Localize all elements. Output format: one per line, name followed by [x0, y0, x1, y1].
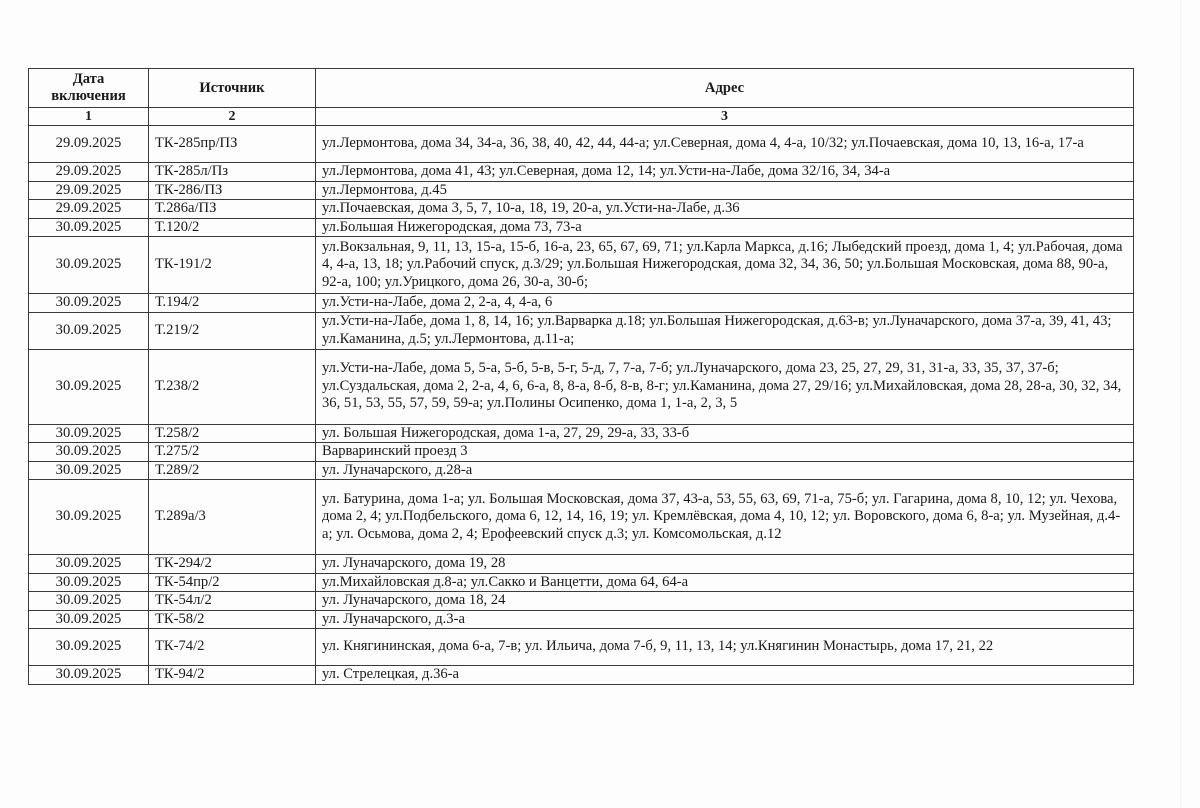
- address-cell: ул. Луначарского, д.28-а: [316, 461, 1134, 480]
- table-row: [29, 126, 1134, 163]
- table-row: [29, 480, 1134, 555]
- table-row: [29, 592, 1134, 611]
- source-cell: ТК-191/2: [149, 237, 316, 294]
- source-cell: Т.275/2: [149, 443, 316, 462]
- date-cell: 30.09.2025: [29, 349, 149, 424]
- source-cell: Т.258/2: [149, 424, 316, 443]
- date-cell: 30.09.2025: [29, 610, 149, 629]
- address-cell: ул.Лермонтова, дома 41, 43; ул.Северная, дома 12, 14; ул.Усти-на-Лабе, дома 32/16, 34, 34-а: [316, 163, 1134, 182]
- source-cell: Т.238/2: [149, 349, 316, 424]
- header-address: Адрес: [316, 69, 1134, 108]
- header-row: [29, 69, 1134, 108]
- source-cell: ТК-285пр/ПЗ: [149, 126, 316, 163]
- date-cell: 30.09.2025: [29, 573, 149, 592]
- table-row: [29, 163, 1134, 182]
- source-cell: ТК-54л/2: [149, 592, 316, 611]
- address-cell: ул.Большая Нижегородская, дома 73, 73-а: [316, 218, 1134, 237]
- table-row: [29, 200, 1134, 219]
- date-cell: 30.09.2025: [29, 294, 149, 313]
- date-cell: 30.09.2025: [29, 443, 149, 462]
- table-row: [29, 424, 1134, 443]
- source-cell: ТК-54пр/2: [149, 573, 316, 592]
- date-cell: 29.09.2025: [29, 200, 149, 219]
- address-cell: ул.Усти-на-Лабе, дома 2, 2-а, 4, 4-а, 6: [316, 294, 1134, 313]
- source-cell: Т.219/2: [149, 312, 316, 349]
- table-row: [29, 237, 1134, 294]
- scan-fold-line: [1180, 0, 1181, 808]
- header-date: Дата включения: [29, 69, 149, 108]
- date-cell: 29.09.2025: [29, 181, 149, 200]
- table-row: [29, 461, 1134, 480]
- date-cell: 30.09.2025: [29, 666, 149, 685]
- source-cell: Т.194/2: [149, 294, 316, 313]
- date-cell: 30.09.2025: [29, 629, 149, 666]
- date-cell: 30.09.2025: [29, 555, 149, 574]
- date-cell: 30.09.2025: [29, 592, 149, 611]
- source-cell: ТК-286/ПЗ: [149, 181, 316, 200]
- table-row: [29, 573, 1134, 592]
- date-cell: 29.09.2025: [29, 163, 149, 182]
- address-cell: ул.Усти-на-Лабе, дома 1, 8, 14, 16; ул.Варварка д.18; ул.Большая Нижегородская, д.63-в; ул.Луначарского, дома 37-а, 39, 41, 43; ул.Каманина, д.5; ул.Лермонтова, д.11-а;: [316, 312, 1134, 349]
- table-row: [29, 218, 1134, 237]
- address-cell: ул.Михайловская д.8-а; ул.Сакко и Ванцетти, дома 64, 64-а: [316, 573, 1134, 592]
- source-cell: ТК-94/2: [149, 666, 316, 685]
- address-cell: ул. Большая Нижегородская, дома 1-а, 27, 29, 29-а, 33, 33-б: [316, 424, 1134, 443]
- table-row: [29, 181, 1134, 200]
- table-row: [29, 629, 1134, 666]
- source-cell: Т.289/2: [149, 461, 316, 480]
- address-cell: ул. Луначарского, дома 19, 28: [316, 555, 1134, 574]
- address-cell: ул.Лермонтова, дома 34, 34-а, 36, 38, 40, 42, 44, 44-а; ул.Северная, дома 4, 4-а, 10/32; ул.Почаевская, дома 10, 13, 16-а, 17-а: [316, 126, 1134, 163]
- table-row: [29, 443, 1134, 462]
- table-row: [29, 294, 1134, 313]
- date-cell: 30.09.2025: [29, 461, 149, 480]
- address-cell: ул.Вокзальная, 9, 11, 13, 15-а, 15-б, 16-а, 23, 65, 67, 69, 71; ул.Карла Маркса, д.16; Лыбедский проезд, дома 1, 4; ул.Рабочая, дома 4, 4-а, 13, 18; ул.Рабочий спуск, д.3/29; ул.Большая Нижегородская, дома 32, 34, 36, 50; ул.Большая Московская, дома 88, 90-а, 92-а, 100; ул.Урицкого, дома 26, 30-а, 30-б;: [316, 237, 1134, 294]
- address-cell: ул.Усти-на-Лабе, дома 5, 5-а, 5-б, 5-в, 5-г, 5-д, 7, 7-а, 7-б; ул.Луначарского, дома 23, 25, 27, 29, 31, 31-а, 33, 35, 37, 37-б; ул.Суздальская, дома 2, 2-а, 4, 6, 6-а, 8, 8-а, 8-б, 8-в, 8-г; ул.Каманина, дома 27, 29/16; ул.Михайловская, дома 28, 28-а, 30, 32, 34, 36, 51, 53, 55, 57, 59, 59-а; ул.Полины Осипенко, дома 1, 1-а, 2, 3, 5: [316, 349, 1134, 424]
- date-cell: 30.09.2025: [29, 424, 149, 443]
- source-cell: Т.286а/ПЗ: [149, 200, 316, 219]
- address-cell: ул.Почаевская, дома 3, 5, 7, 10-а, 18, 19, 20-а, ул.Усти-на-Лабе, д.36: [316, 200, 1134, 219]
- date-cell: 30.09.2025: [29, 218, 149, 237]
- address-cell: ул. Батурина, дома 1-а; ул. Большая Московская, дома 37, 43-а, 53, 55, 63, 69, 71-а, 75-б; ул. Гагарина, дома 8, 10, 12; ул. Чехова, дома 2, 4; ул.Подбельского, дома 6, 12, 14, 16, 19; ул. Кремлёвская, дома 4, 10, 12; ул. Воровского, дома 6, 8-а; ул. Музейная, д.4-а; ул. Осьмова, дома 2, 4; Ерофеевский спуск д.3; ул. Комсомольская, д.12: [316, 480, 1134, 555]
- address-cell: ул. Княгининская, дома 6-а, 7-в; ул. Ильича, дома 7-б, 9, 11, 13, 14; ул.Княгинин Монастырь, дома 17, 21, 22: [316, 629, 1134, 666]
- source-cell: ТК-285л/Пз: [149, 163, 316, 182]
- address-cell: Варваринский проезд 3: [316, 443, 1134, 462]
- source-cell: ТК-74/2: [149, 629, 316, 666]
- source-cell: Т.289а/3: [149, 480, 316, 555]
- source-cell: ТК-294/2: [149, 555, 316, 574]
- address-cell: ул. Луначарского, дома 18, 24: [316, 592, 1134, 611]
- date-cell: 29.09.2025: [29, 126, 149, 163]
- column-number: 1: [29, 108, 149, 126]
- address-cell: ул.Лермонтова, д.45: [316, 181, 1134, 200]
- table-row: [29, 610, 1134, 629]
- date-cell: 30.09.2025: [29, 237, 149, 294]
- date-cell: 30.09.2025: [29, 480, 149, 555]
- address-cell: ул. Луначарского, д.3-а: [316, 610, 1134, 629]
- source-cell: ТК-58/2: [149, 610, 316, 629]
- table-row: [29, 666, 1134, 685]
- address-cell: ул. Стрелецкая, д.36-а: [316, 666, 1134, 685]
- column-number-row: [29, 108, 1134, 126]
- date-cell: 30.09.2025: [29, 312, 149, 349]
- table-row: [29, 555, 1134, 574]
- column-number: 2: [149, 108, 316, 126]
- header-source: Источник: [149, 69, 316, 108]
- table-row: [29, 312, 1134, 349]
- column-number: 3: [316, 108, 1134, 126]
- source-cell: Т.120/2: [149, 218, 316, 237]
- outage-schedule-table: [28, 68, 1134, 685]
- table-row: [29, 349, 1134, 424]
